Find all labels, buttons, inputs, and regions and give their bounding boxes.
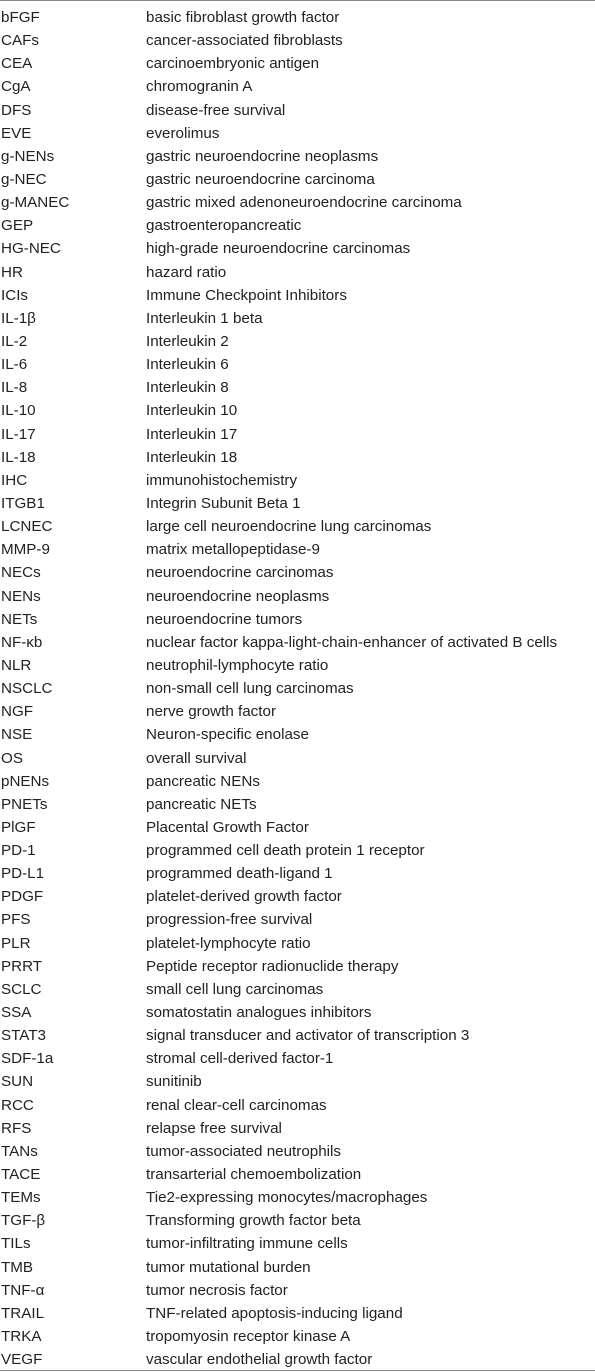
table-row: [0, 330, 595, 353]
abbreviation-cell: TACE: [1, 1166, 41, 1184]
abbreviation-cell: STAT3: [1, 1027, 47, 1045]
abbreviation-cell: IL-17: [1, 425, 36, 443]
table-row: [0, 168, 595, 191]
definition-cell: gastric neuroendocrine neoplasms: [146, 147, 379, 165]
definition-cell: everolimus: [146, 124, 220, 142]
table-row: [0, 700, 595, 723]
table-row: [0, 122, 595, 145]
abbreviation-cell: g-NEC: [1, 170, 47, 188]
definition-cell: cancer-associated fibroblasts: [146, 32, 343, 50]
definition-cell: programmed death-ligand 1: [146, 865, 333, 883]
abbreviation-cell: TEMs: [1, 1189, 41, 1207]
abbreviation-cell: IL-2: [1, 332, 28, 350]
abbreviation-cell: g-MANEC: [1, 194, 70, 212]
definition-cell: Interleukin 2: [146, 332, 229, 350]
abbreviation-cell: SDF-1a: [1, 1050, 54, 1068]
abbreviation-cell: HG-NEC: [1, 240, 61, 258]
table-row: [0, 1024, 595, 1047]
abbreviation-cell: IHC: [1, 471, 28, 489]
table-row: [0, 29, 595, 52]
abbreviation-cell: TNF-α: [1, 1281, 45, 1299]
abbreviation-cell: NLR: [1, 656, 32, 674]
definition-cell: sunitinib: [146, 1073, 202, 1091]
definition-cell: programmed cell death protein 1 receptor: [146, 842, 425, 860]
table-row: [0, 839, 595, 862]
table-row: [0, 99, 595, 122]
table-row: [0, 1094, 595, 1117]
abbreviation-cell: g-NENs: [1, 147, 55, 165]
abbreviation-cell: VEGF: [1, 1351, 43, 1369]
definition-cell: Placental Growth Factor: [146, 818, 309, 836]
definition-cell: vascular endothelial growth factor: [146, 1351, 373, 1369]
definition-cell: nerve growth factor: [146, 703, 276, 721]
definition-cell: tumor-infiltrating immune cells: [146, 1235, 348, 1253]
abbreviation-cell: SCLC: [1, 980, 42, 998]
definition-cell: tumor-associated neutrophils: [146, 1142, 342, 1160]
abbreviation-cell: LCNEC: [1, 518, 53, 536]
definition-cell: gastroenteropancreatic: [146, 217, 302, 235]
abbreviation-cell: NENs: [1, 587, 41, 605]
table-row: [0, 585, 595, 608]
definition-cell: disease-free survival: [146, 101, 286, 119]
abbreviation-cell: pNENs: [1, 772, 50, 790]
abbreviation-cell: PNETs: [1, 795, 48, 813]
definition-cell: small cell lung carcinomas: [146, 980, 324, 998]
abbreviation-cell: IL-18: [1, 448, 36, 466]
table-row: [0, 145, 595, 168]
definition-cell: pancreatic NENs: [146, 772, 260, 790]
table-row: [0, 353, 595, 376]
definition-cell: TNF-related apoptosis-inducing ligand: [146, 1304, 403, 1322]
table-row: [0, 284, 595, 307]
definition-cell: basic fibroblast growth factor: [146, 9, 340, 26]
table-row: [0, 1163, 595, 1186]
definition-cell: progression-free survival: [146, 911, 313, 929]
definition-cell: neuroendocrine carcinomas: [146, 564, 334, 582]
definition-cell: Peptide receptor radionuclide therapy: [146, 957, 399, 975]
definition-cell: non-small cell lung carcinomas: [146, 680, 354, 698]
table-row: [0, 793, 595, 816]
definition-cell: tumor necrosis factor: [146, 1281, 288, 1299]
abbreviation-cell: OS: [1, 749, 23, 767]
table-row: [0, 862, 595, 885]
definition-cell: Tie2-expressing monocytes/macrophages: [146, 1189, 428, 1207]
abbreviation-cell: TGF-β: [1, 1212, 46, 1230]
table-row: [0, 237, 595, 260]
table-row: [0, 561, 595, 584]
table-row: [0, 1117, 595, 1140]
table-bottom-rule: [0, 1370, 595, 1371]
table-row: [0, 677, 595, 700]
table-row: [0, 399, 595, 422]
definition-cell: chromogranin A: [146, 78, 253, 96]
table-row: [0, 1186, 595, 1209]
abbreviation-cell: TMB: [1, 1258, 34, 1276]
definition-cell: nuclear factor kappa-light-chain-enhancer of activated B cells: [146, 633, 558, 651]
abbreviation-cell: PD-1: [1, 842, 36, 860]
abbreviation-cell: PLR: [1, 934, 31, 952]
abbreviation-cell: DFS: [1, 101, 32, 119]
definition-cell: carcinoembryonic antigen: [146, 55, 320, 73]
abbreviation-cell: SUN: [1, 1073, 34, 1091]
abbreviation-cell: NSCLC: [1, 680, 53, 698]
abbreviation-cell: CgA: [1, 78, 31, 96]
table-row: [0, 307, 595, 330]
abbreviations-table: [0, 6, 595, 1371]
table-row: [0, 469, 595, 492]
abbreviation-cell: NETs: [1, 610, 38, 628]
table-row: [0, 538, 595, 561]
definition-cell: Interleukin 1 beta: [146, 309, 263, 327]
table-row: [0, 1070, 595, 1093]
abbreviation-cell: IL-6: [1, 356, 28, 374]
table-row: [0, 631, 595, 654]
table-row: [0, 515, 595, 538]
table-row: [0, 932, 595, 955]
definition-cell: relapse free survival: [146, 1119, 282, 1137]
table-row: [0, 446, 595, 469]
table-row: [0, 723, 595, 746]
abbreviation-cell: bFGF: [1, 9, 40, 26]
table-top-rule: [0, 0, 595, 1]
definition-cell: neuroendocrine neoplasms: [146, 587, 330, 605]
abbreviation-cell: ITGB1: [1, 494, 45, 512]
abbreviation-cell: PlGF: [1, 818, 36, 836]
definition-cell: matrix metallopeptidase-9: [146, 541, 320, 559]
abbreviation-cell: CEA: [1, 55, 33, 73]
table-row: [0, 75, 595, 98]
definition-cell: stromal cell-derived factor-1: [146, 1050, 334, 1068]
abbreviation-cell: NGF: [1, 703, 34, 721]
definition-cell: Transforming growth factor beta: [146, 1212, 361, 1230]
table-row: [0, 423, 595, 446]
abbreviation-cell: RFS: [1, 1119, 32, 1137]
table-row: [0, 885, 595, 908]
table-row: [0, 1256, 595, 1279]
definition-cell: Integrin Subunit Beta 1: [146, 494, 301, 512]
table-row: [0, 52, 595, 75]
abbreviation-cell: IL-10: [1, 402, 36, 420]
definition-cell: Interleukin 10: [146, 402, 238, 420]
abbreviation-cell: PD-L1: [1, 865, 45, 883]
definition-cell: signal transducer and activator of transcription 3: [146, 1027, 470, 1045]
table-row: [0, 816, 595, 839]
definition-cell: Interleukin 17: [146, 425, 238, 443]
definition-cell: tumor mutational burden: [146, 1258, 311, 1276]
definition-cell: gastric mixed adenoneuroendocrine carcinoma: [146, 194, 462, 212]
definition-cell: hazard ratio: [146, 263, 227, 281]
definition-cell: neutrophil-lymphocyte ratio: [146, 656, 329, 674]
definition-cell: Immune Checkpoint Inhibitors: [146, 286, 347, 304]
table-row: [0, 654, 595, 677]
abbreviation-cell: ICIs: [1, 286, 29, 304]
table-row: [0, 214, 595, 237]
abbreviation-cell: NECs: [1, 564, 41, 582]
definition-cell: high-grade neuroendocrine carcinomas: [146, 240, 411, 258]
table-row: [0, 747, 595, 770]
table-row: [0, 955, 595, 978]
table-row: [0, 492, 595, 515]
table-row: [0, 1140, 595, 1163]
definition-cell: somatostatin analogues inhibitors: [146, 1004, 372, 1022]
table-row: [0, 1001, 595, 1024]
table-row: [0, 376, 595, 399]
abbreviation-cell: TILs: [1, 1235, 31, 1253]
table-row: [0, 908, 595, 931]
table-row: [0, 1047, 595, 1070]
abbreviation-cell: SSA: [1, 1004, 32, 1022]
abbreviation-cell: EVE: [1, 124, 32, 142]
definition-cell: Interleukin 8: [146, 379, 229, 397]
definition-cell: platelet-derived growth factor: [146, 888, 342, 906]
table-row: [0, 261, 595, 284]
abbreviation-cell: IL-1β: [1, 309, 36, 327]
definition-cell: immunohistochemistry: [146, 471, 298, 489]
abbreviation-cell: TANs: [1, 1142, 38, 1160]
definition-cell: overall survival: [146, 749, 247, 767]
table-row: [0, 1348, 595, 1371]
definition-cell: renal clear-cell carcinomas: [146, 1096, 327, 1114]
abbreviation-cell: TRAIL: [1, 1304, 45, 1322]
definition-cell: tropomyosin receptor kinase A: [146, 1328, 351, 1346]
abbreviation-cell: GEP: [1, 217, 34, 235]
definition-cell: Interleukin 6: [146, 356, 229, 374]
table-row: [0, 6, 595, 29]
definition-cell: Neuron-specific enolase: [146, 726, 309, 744]
abbreviation-cell: TRKA: [1, 1328, 42, 1346]
abbreviation-cell: NSE: [1, 726, 33, 744]
table-row: [0, 1325, 595, 1348]
abbreviation-cell: PRRT: [1, 957, 43, 975]
definition-cell: Interleukin 18: [146, 448, 238, 466]
table-row: [0, 608, 595, 631]
abbreviation-cell: PFS: [1, 911, 31, 929]
table-row: [0, 1209, 595, 1232]
table-row: [0, 191, 595, 214]
abbreviation-cell: NF-κb: [1, 633, 43, 651]
abbreviation-cell: HR: [1, 263, 23, 281]
abbreviation-cell: MMP-9: [1, 541, 50, 559]
table-row: [0, 1232, 595, 1255]
abbreviation-cell: RCC: [1, 1096, 34, 1114]
abbreviation-cell: IL-8: [1, 379, 28, 397]
definition-cell: platelet-lymphocyte ratio: [146, 934, 311, 952]
definition-cell: pancreatic NETs: [146, 795, 257, 813]
abbreviation-cell: CAFs: [1, 32, 39, 50]
table-row: [0, 978, 595, 1001]
table-row: [0, 1302, 595, 1325]
definition-cell: transarterial chemoembolization: [146, 1166, 362, 1184]
abbreviation-cell: PDGF: [1, 888, 44, 906]
table-row: [0, 770, 595, 793]
definition-cell: neuroendocrine tumors: [146, 610, 303, 628]
definition-cell: gastric neuroendocrine carcinoma: [146, 170, 375, 188]
table-row: [0, 1279, 595, 1302]
definition-cell: large cell neuroendocrine lung carcinomas: [146, 518, 432, 536]
